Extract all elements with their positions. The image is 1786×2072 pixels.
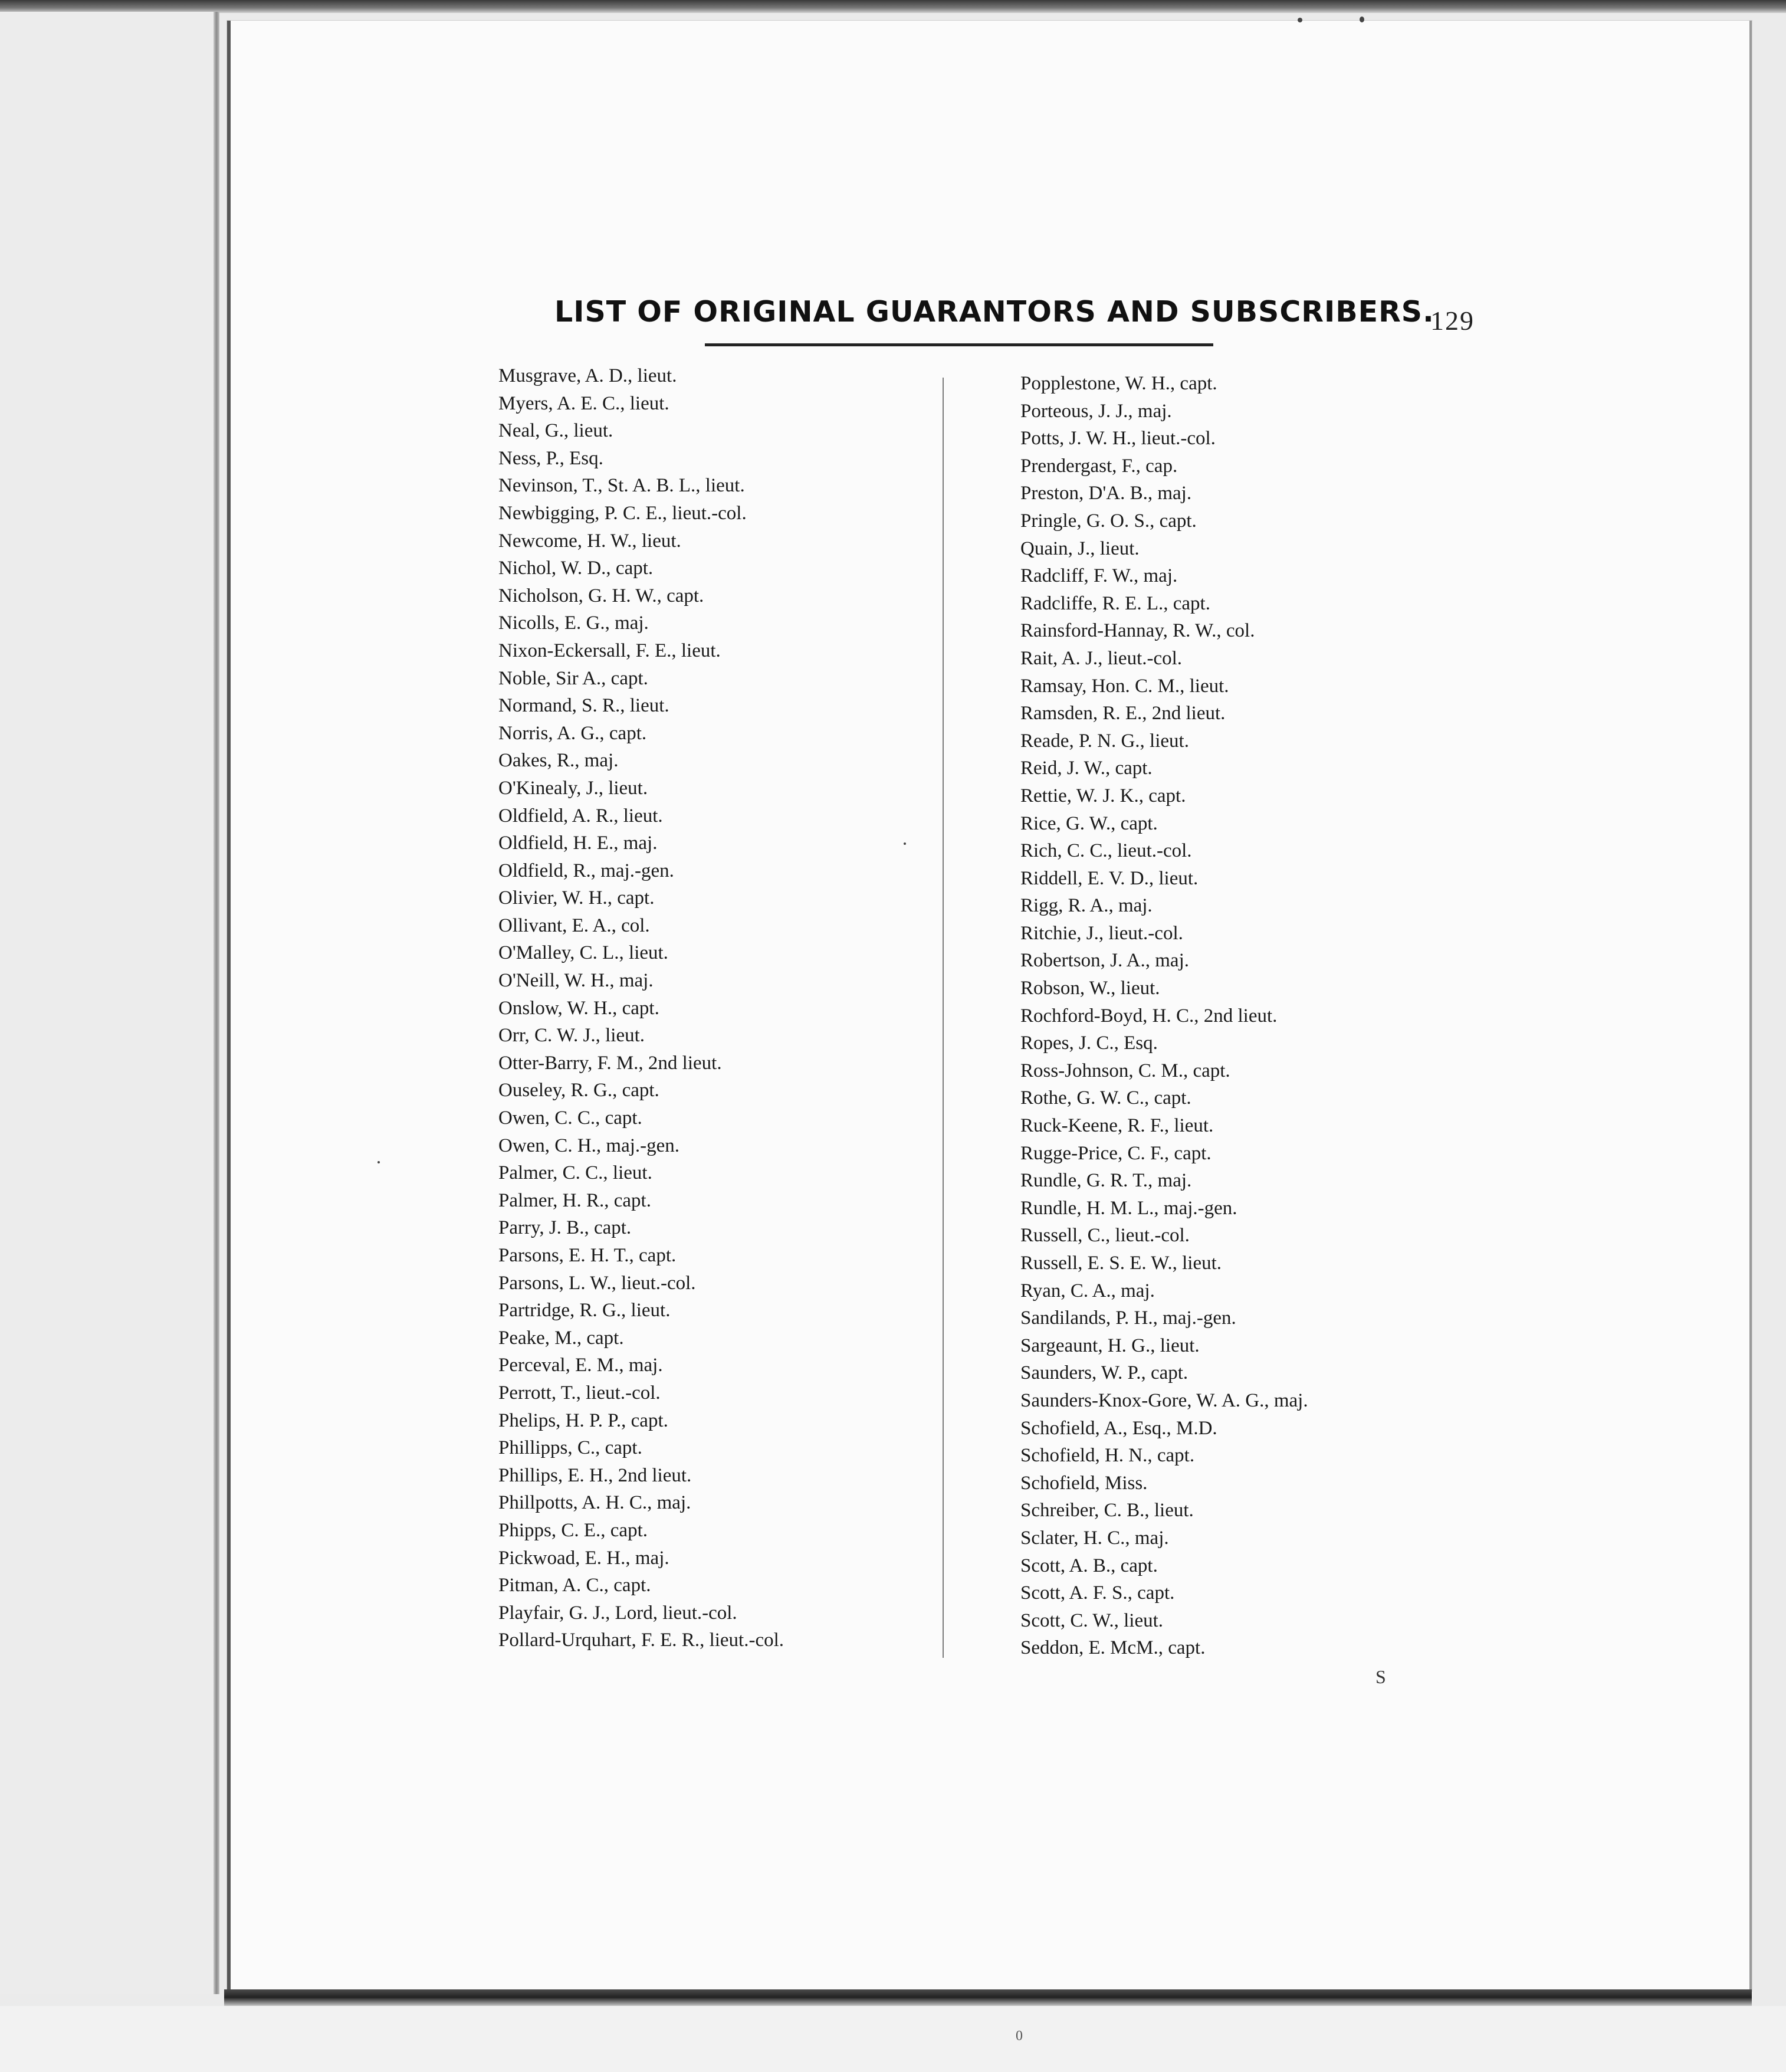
left-name-column [498, 362, 784, 1654]
subscriber-entry: Nevinson, T., St. A. B. L., lieut. [498, 475, 745, 497]
subscriber-entry: Myers, A. E. C., lieut. [498, 392, 669, 414]
subscriber-entry: Ropes, J. C., Esq. [1020, 1032, 1158, 1054]
facing-page [0, 12, 219, 1994]
subscriber-entry: Nicholson, G. H. W., capt. [498, 585, 704, 606]
subscriber-entry: Nixon-Eckersall, F. E., lieut. [498, 640, 721, 661]
subscriber-entry: Phelips, H. P. P., capt. [498, 1409, 668, 1431]
scan-speck [377, 1161, 380, 1163]
subscriber-entry: Rochford-Boyd, H. C., 2nd lieut. [1020, 1005, 1278, 1027]
subscriber-entry: Norris, A. G., capt. [498, 722, 647, 744]
page-title: LIST OF ORIGINAL GUARANTORS AND SUBSCRIBERS. [554, 295, 1434, 329]
subscriber-entry: Oldfield, R., maj.-gen. [498, 860, 674, 881]
subscriber-entry: Palmer, C. C., lieut. [498, 1162, 652, 1184]
subscriber-entry: O'Malley, C. L., lieut. [498, 942, 668, 964]
subscriber-entry: Playfair, G. J., Lord, lieut.-col. [498, 1602, 737, 1624]
subscriber-entry: Ross-Johnson, C. M., capt. [1020, 1060, 1230, 1081]
subscriber-entry: Owen, C. C., capt. [498, 1107, 642, 1129]
subscriber-entry: Normand, S. R., lieut. [498, 695, 669, 717]
subscriber-entry: Robertson, J. A., maj. [1020, 950, 1189, 972]
subscriber-entry: Rettie, W. J. K., capt. [1020, 785, 1186, 806]
subscriber-entry: Porteous, J. J., maj. [1020, 400, 1172, 422]
right-name-column [1020, 370, 1308, 1662]
subscriber-entry: Newcome, H. W., lieut. [498, 530, 681, 552]
title-underline [705, 343, 1213, 346]
subscriber-entry: Phillips, E. H., 2nd lieut. [498, 1464, 692, 1486]
subscriber-entry: Nichol, W. D., capt. [498, 558, 654, 579]
subscriber-entry: Parsons, L. W., lieut.-col. [498, 1272, 696, 1294]
subscriber-entry: Parsons, E. H. T., capt. [498, 1245, 677, 1266]
subscriber-entry: Phipps, C. E., capt. [498, 1519, 648, 1541]
subscriber-entry: Rugge-Price, C. F., capt. [1020, 1142, 1212, 1164]
scan-speck [1360, 17, 1364, 22]
subscriber-entry: Sargeaunt, H. G., lieut. [1020, 1335, 1200, 1356]
subscriber-entry: Rice, G. W., capt. [1020, 812, 1158, 834]
subscriber-entry: Sandilands, P. H., maj.-gen. [1020, 1307, 1236, 1329]
bottom-mark: 0 [1016, 2028, 1023, 2044]
subscriber-entry: Riddell, E. V. D., lieut. [1020, 867, 1199, 889]
subscriber-entry: Perrott, T., lieut.-col. [498, 1382, 661, 1404]
subscriber-entry: Rainsford-Hannay, R. W., col. [1020, 620, 1255, 642]
subscriber-entry: Owen, C. H., maj.-gen. [498, 1135, 680, 1156]
subscriber-entry: Reade, P. N. G., lieut. [1020, 730, 1189, 752]
subscriber-entry: Parry, J. B., capt. [498, 1217, 632, 1239]
subscriber-entry: O'Kinealy, J., lieut. [498, 777, 648, 799]
scan-speck [1298, 18, 1302, 22]
subscriber-entry: Ollivant, E. A., col. [498, 914, 650, 936]
subscriber-entry: Palmer, H. R., capt. [498, 1189, 651, 1211]
subscriber-entry: Scott, A. F. S., capt. [1020, 1582, 1175, 1604]
subscriber-entry: Russell, E. S. E. W., lieut. [1020, 1253, 1222, 1274]
subscriber-entry: Scott, A. B., capt. [1020, 1555, 1158, 1576]
subscriber-entry: Phillipps, C., capt. [498, 1437, 642, 1459]
subscriber-entry: Saunders-Knox-Gore, W. A. G., maj. [1020, 1389, 1308, 1411]
subscriber-entry: Prendergast, F., cap. [1020, 455, 1178, 477]
subscriber-entry: Orr, C. W. J., lieut. [498, 1025, 645, 1047]
binding-edge [214, 12, 219, 1994]
subscriber-entry: Saunders, W. P., capt. [1020, 1362, 1189, 1384]
signature-mark: S [1375, 1666, 1386, 1687]
scan-top-edge [0, 0, 1786, 13]
subscriber-entry: Radcliff, F. W., maj. [1020, 565, 1178, 587]
subscriber-entry: Phillpotts, A. H. C., maj. [498, 1492, 691, 1514]
subscriber-entry: Peake, M., capt. [498, 1327, 624, 1349]
subscriber-entry: Schofield, Miss. [1020, 1472, 1148, 1494]
subscriber-entry: Rundle, G. R. T., maj. [1020, 1170, 1192, 1192]
subscriber-entry: Rothe, G. W. C., capt. [1020, 1087, 1191, 1109]
subscriber-entry: Olivier, W. H., capt. [498, 887, 655, 909]
subscriber-entry: Oakes, R., maj. [498, 750, 619, 772]
subscriber-entry: Ouseley, R. G., capt. [498, 1080, 659, 1101]
subscriber-entry: Pitman, A. C., capt. [498, 1575, 651, 1596]
subscriber-entry: Neal, G., lieut. [498, 420, 613, 442]
page-number: 129 [1430, 306, 1475, 336]
subscriber-entry: Seddon, E. McM., capt. [1020, 1637, 1206, 1659]
subscriber-entry: Rundle, H. M. L., maj.-gen. [1020, 1197, 1237, 1219]
subscriber-entry: Onslow, W. H., capt. [498, 997, 659, 1019]
subscriber-entry: Scott, C. W., lieut. [1020, 1609, 1164, 1631]
subscriber-entry: Ruck-Keene, R. F., lieut. [1020, 1115, 1214, 1137]
subscriber-entry: Schofield, H. N., capt. [1020, 1445, 1195, 1467]
column-divider [943, 378, 944, 1658]
subscriber-entry: Partridge, R. G., lieut. [498, 1300, 671, 1322]
subscriber-entry: Robson, W., lieut. [1020, 978, 1160, 999]
subscriber-entry: Schreiber, C. B., lieut. [1020, 1500, 1194, 1522]
subscriber-entry: Ritchie, J., lieut.-col. [1020, 922, 1183, 944]
subscriber-entry: Pickwoad, E. H., maj. [498, 1547, 669, 1569]
subscriber-entry: Rich, C. C., lieut.-col. [1020, 840, 1192, 862]
subscriber-entry: Ness, P., Esq. [498, 447, 603, 469]
subscriber-entry: Rigg, R. A., maj. [1020, 895, 1153, 917]
subscriber-entry: Reid, J. W., capt. [1020, 758, 1153, 779]
subscriber-entry: Russell, C., lieut.-col. [1020, 1225, 1190, 1247]
subscriber-entry: Pringle, G. O. S., capt. [1020, 510, 1197, 532]
subscriber-entry: Preston, D'A. B., maj. [1020, 483, 1192, 504]
subscriber-entry: Newbigging, P. C. E., lieut.-col. [498, 502, 747, 524]
subscriber-entry: Nicolls, E. G., maj. [498, 612, 649, 634]
subscriber-entry: Noble, Sir A., capt. [498, 667, 648, 689]
scan-bottom-margin [0, 2006, 1786, 2072]
scan-speck [904, 842, 906, 845]
subscriber-entry: Radcliffe, R. E. L., capt. [1020, 592, 1210, 614]
subscriber-entry: Otter-Barry, F. M., 2nd lieut. [498, 1052, 722, 1074]
subscriber-entry: O'Neill, W. H., maj. [498, 970, 654, 992]
subscriber-entry: Pollard-Urquhart, F. E. R., lieut.-col. [498, 1630, 784, 1651]
subscriber-entry: Oldfield, H. E., maj. [498, 832, 658, 854]
subscriber-entry: Schofield, A., Esq., M.D. [1020, 1417, 1217, 1439]
subscriber-entry: Quain, J., lieut. [1020, 537, 1140, 559]
subscriber-entry: Ramsden, R. E., 2nd lieut. [1020, 703, 1226, 724]
subscriber-entry: Ramsay, Hon. C. M., lieut. [1020, 675, 1229, 697]
subscriber-entry: Sclater, H. C., maj. [1020, 1527, 1169, 1549]
subscriber-entry: Perceval, E. M., maj. [498, 1355, 663, 1376]
subscriber-entry: Potts, J. W. H., lieut.-col. [1020, 428, 1216, 450]
subscriber-entry: Popplestone, W. H., capt. [1020, 373, 1217, 394]
subscriber-entry: Rait, A. J., lieut.-col. [1020, 647, 1183, 669]
subscriber-entry: Musgrave, A. D., lieut. [498, 365, 677, 386]
subscriber-entry: Ryan, C. A., maj. [1020, 1280, 1155, 1301]
subscriber-entry: Oldfield, A. R., lieut. [498, 805, 663, 827]
page-bottom-edge [224, 1989, 1752, 2007]
